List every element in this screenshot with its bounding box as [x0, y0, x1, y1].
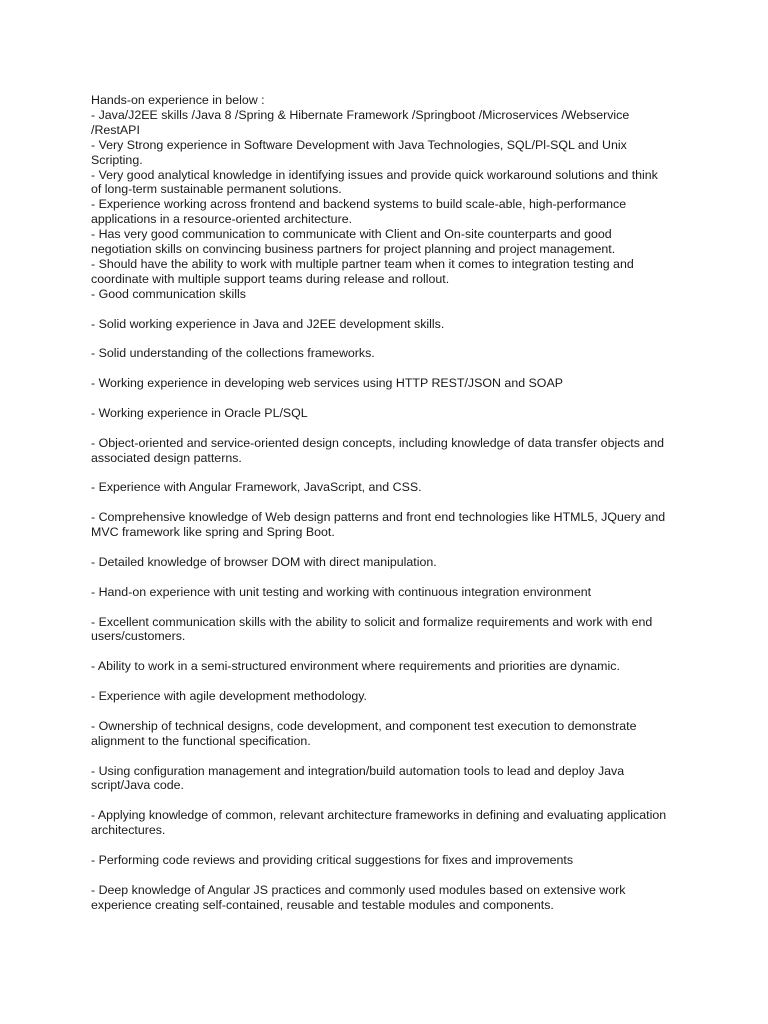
intro-line: coordinate with multiple support teams during release and rollout.: [91, 271, 450, 286]
bullet-paragraph: [91, 317, 681, 332]
bullet-paragraph: [91, 883, 681, 913]
bullet-paragraph: [91, 346, 681, 361]
bullet-paragraph: [91, 585, 681, 600]
bullet-line: - Detailed knowledge of browser DOM with direct manipulation.: [91, 554, 437, 569]
bullet-paragraph: [91, 436, 681, 466]
intro-line: - Very good analytical knowledge in identifying issues and provide quick workaround solutions and think: [91, 167, 658, 182]
bullet-paragraph: [91, 764, 681, 794]
bullet-line: MVC framework like spring and Spring Boot.: [91, 525, 335, 540]
bullet-line: alignment to the functional specification.: [91, 733, 311, 748]
bullet-line: - Solid understanding of the collections frameworks.: [91, 346, 375, 361]
intro-line: - Very Strong experience in Software Development with Java Technologies, SQL/Pl-SQL and Unix: [91, 137, 627, 152]
intro-line: applications in a resource-oriented architecture.: [91, 212, 353, 227]
bullet-line: - Excellent communication skills with the ability to solicit and formalize requirements and work with end: [91, 614, 653, 629]
intro-line: - Good communication skills: [91, 286, 246, 301]
bullet-paragraph: [91, 689, 681, 704]
bullet-line: - Working experience in developing web services using HTTP REST/JSON and SOAP: [91, 376, 563, 391]
bullet-line: - Ownership of technical designs, code development, and component test execution to demonstrate: [91, 718, 637, 733]
intro-line: negotiation skills on convincing business partners for project planning and project management.: [91, 242, 616, 257]
bullet-line: - Solid working experience in Java and J2EE development skills.: [91, 316, 445, 331]
bullet-paragraph: [91, 853, 681, 868]
bullet-paragraph: [91, 659, 681, 674]
intro-line: Scripting.: [91, 152, 143, 167]
bullet-line: associated design patterns.: [91, 450, 242, 465]
intro-line: of long-term sustainable permanent solutions.: [91, 182, 342, 197]
bullet-paragraph: [91, 719, 681, 749]
bullet-line: - Experience with Angular Framework, JavaScript, and CSS.: [91, 480, 422, 495]
bullet-line: script/Java code.: [91, 778, 184, 793]
bullet-line: - Deep knowledge of Angular JS practices and commonly used modules based on extensive work: [91, 882, 626, 897]
bullet-line: experience creating self-contained, reusable and testable modules and components.: [91, 897, 554, 912]
bullet-line: users/customers.: [91, 629, 186, 644]
bullet-line: - Using configuration management and integration/build automation tools to lead and deploy Java: [91, 763, 625, 778]
bullet-paragraph: [91, 406, 681, 421]
bullet-paragraph: [91, 376, 681, 391]
intro-line: - Has very good communication to communicate with Client and On-site counterparts and good: [91, 227, 612, 242]
bullet-line: - Comprehensive knowledge of Web design patterns and front end technologies like HTML5, JQuery and: [91, 510, 666, 525]
intro-line: - Experience working across frontend and backend systems to build scale-able, high-performance: [91, 197, 627, 212]
bullet-line: - Hand-on experience with unit testing and working with continuous integration environment: [91, 584, 592, 599]
bullet-line: - Experience with agile development methodology.: [91, 689, 367, 704]
intro-line: /RestAPI: [91, 122, 140, 137]
bullet-paragraph: [91, 480, 681, 495]
bullet-paragraph: [91, 555, 681, 570]
bullet-line: architectures.: [91, 823, 166, 838]
bullet-line: - Working experience in Oracle PL/SQL: [91, 405, 308, 420]
intro-line: - Java/J2EE skills /Java 8 /Spring & Hibernate Framework /Springboot /Microservices /Webservice: [91, 107, 630, 122]
bullet-paragraph: [91, 615, 681, 645]
bullet-line: - Object-oriented and service-oriented design concepts, including knowledge of data transfer objects and: [91, 435, 665, 450]
intro-line: Hands-on experience in below :: [91, 93, 265, 107]
bullet-paragraph: [91, 808, 681, 838]
bullet-paragraph: [91, 510, 681, 540]
intro-block: [91, 93, 681, 302]
document-page: [91, 93, 681, 927]
bullet-line: - Performing code reviews and providing critical suggestions for fixes and improvements: [91, 852, 574, 867]
intro-line: - Should have the ability to work with multiple partner team when it comes to integration testing and: [91, 256, 634, 271]
bullet-line: - Applying knowledge of common, relevant architecture frameworks in defining and evaluating application: [91, 808, 667, 823]
bullet-line: - Ability to work in a semi-structured environment where requirements and priorities are dynamic.: [91, 659, 620, 674]
